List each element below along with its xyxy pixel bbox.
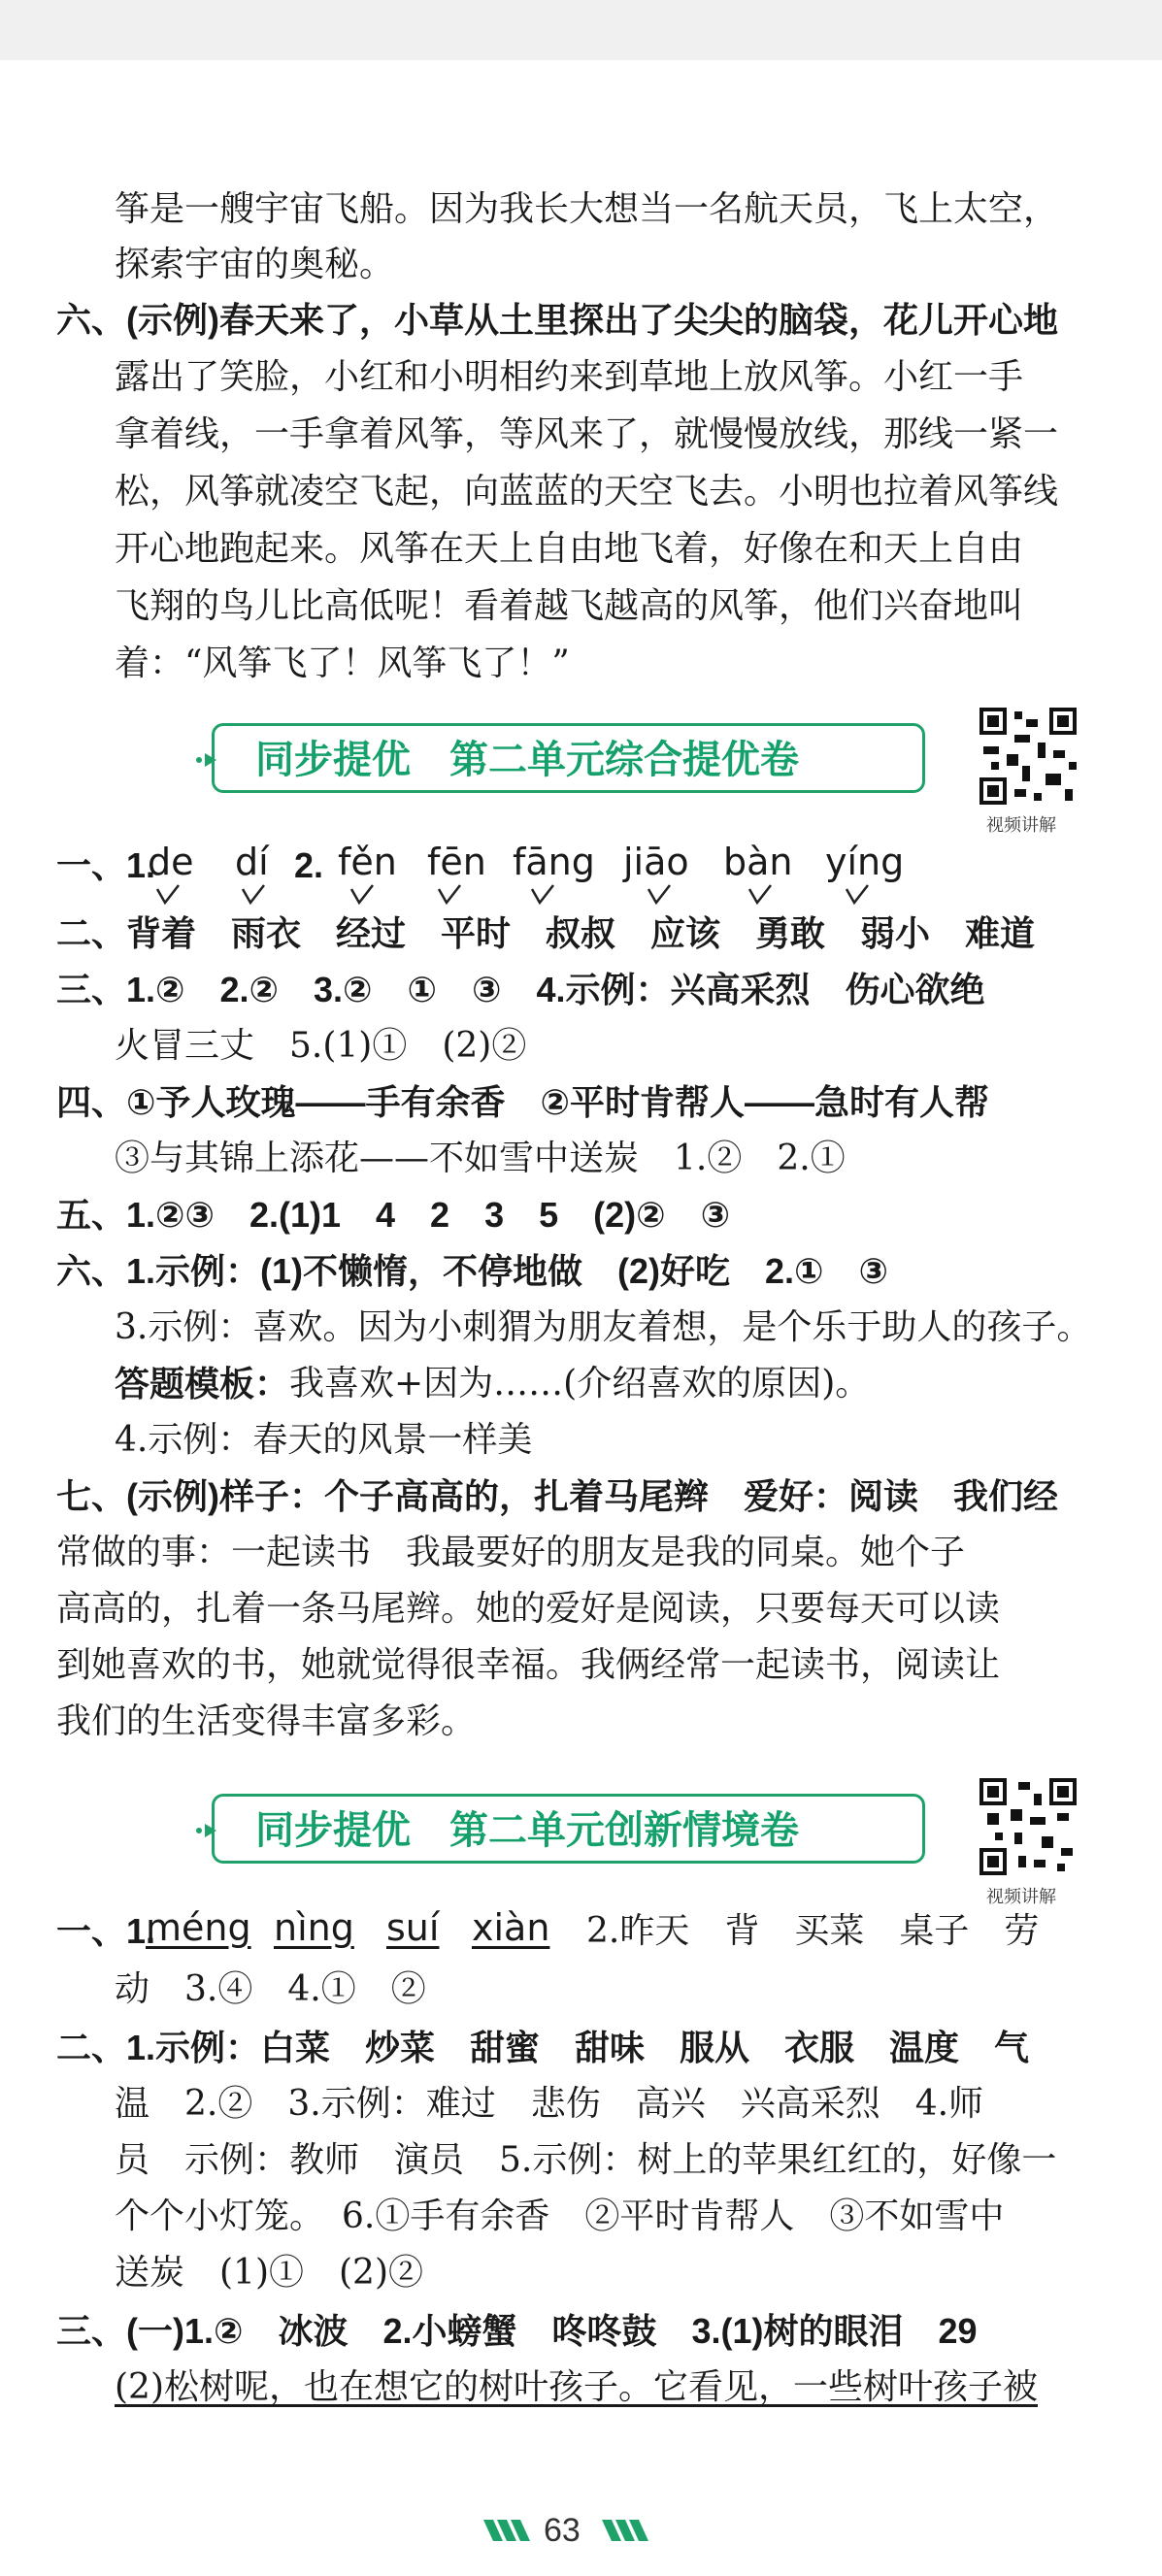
answer-line: 六、1.示例：(1)不懒惰，不停地做 (2)好吃 2.① ③ xyxy=(56,1251,889,1291)
answer-line: 送炭 (1)① (2)② xyxy=(115,2253,423,2293)
answer-line: 三、(一)1.② 冰波 2.小螃蟹 咚咚鼓 3.(1)树的眼泪 29 xyxy=(56,2311,978,2351)
answer-line: 四、①予人玫瑰——手有余香 ②平时肯帮人——急时有人帮 xyxy=(56,1082,989,1122)
answer-line: 动 3.④ 4.① ② xyxy=(115,1969,426,2009)
answer-line: 个个小灯笼。 6.①手有余香 ②平时肯帮人 ③不如雪中 xyxy=(115,2196,1005,2236)
decor-stripes-right xyxy=(594,2516,652,2545)
answer-line: 4.示例：春天的风景一样美 xyxy=(115,1420,533,1460)
arrow-icon xyxy=(193,1816,222,1845)
text-line: 筝是一艘宇宙飞船。因为我长大想当一名航天员，飞上太空， xyxy=(115,189,1059,229)
pinyin: suí xyxy=(386,1906,440,1949)
pinyin: xiàn xyxy=(472,1906,550,1949)
pinyin: de xyxy=(148,841,194,883)
decor-stripes-left xyxy=(476,2516,534,2545)
answer-line: 三、1.② 2.② 3.② ① ③ 4.示例：兴高采烈 伤心欲绝 xyxy=(56,970,985,1009)
answer-line: 五、1.②③ 2.(1)1 4 2 3 5 (2)② ③ xyxy=(56,1195,731,1235)
answer-line: 高高的，扎着一条马尾辫。她的爱好是阅读，只要每天可以读 xyxy=(56,1589,1001,1629)
pinyin: yíng xyxy=(825,841,905,883)
qr-code-icon[interactable] xyxy=(976,1774,1080,1879)
text-line: 六、(示例)春天来了，小草从土里探出了尖尖的脑袋，花儿开心地 xyxy=(56,300,1058,340)
text-line: 探索宇宙的奥秘。 xyxy=(115,245,395,284)
pinyin: nìng xyxy=(274,1906,354,1949)
section-banner xyxy=(212,723,925,793)
text-line: 开心地跑起来。风筝在天上自由地飞着，好像在和天上自由 xyxy=(115,529,1024,569)
question-label: 一、1. xyxy=(56,1911,156,1951)
pinyin: fěn xyxy=(338,841,397,883)
text-line: 拿着线，一手拿着风筝，等风来了，就慢慢放线，那线一紧一 xyxy=(115,414,1059,454)
answer-line: 3.示例：喜欢。因为小刺猬为朋友着想，是个乐于助人的孩子。 xyxy=(115,1307,1092,1347)
pinyin: méng xyxy=(146,1906,251,1949)
pinyin: fāng xyxy=(513,841,595,883)
answer-line: 我喜欢+因为……(介绍喜欢的原因)。 xyxy=(289,1364,871,1404)
qr-code-icon[interactable] xyxy=(976,704,1080,809)
answer-line: (2)松树呢，也在想它的树叶孩子。它看见，一些树叶孩子被 xyxy=(115,2367,1038,2407)
page-number: 63 xyxy=(544,2512,581,2549)
text-line: 露出了笑脸，小红和小明相约来到草地上放风筝。小红一手 xyxy=(115,357,1024,397)
answer-line: 二、背着 雨衣 经过 平时 叔叔 应该 勇敢 弱小 难道 xyxy=(56,913,1036,953)
template-label: 答题模板： xyxy=(115,1364,290,1404)
answer-line: 七、(示例)样子：个子高高的，扎着马尾辫 爱好：阅读 我们经 xyxy=(56,1476,1058,1516)
text-line: 飞翔的鸟儿比高低呢！看着越飞越高的风筝，他们兴奋地叫 xyxy=(115,586,1024,626)
question-label: 一、1. xyxy=(56,845,156,885)
pinyin: fēn xyxy=(427,841,486,883)
pinyin: dí xyxy=(235,841,269,883)
question-label: 2. xyxy=(294,845,324,885)
pinyin: jiāo xyxy=(623,841,689,883)
qr-label: 视频讲解 xyxy=(986,1887,1056,1907)
text-line: 松，风筝就凌空飞起，向蓝蓝的天空飞去。小明也拉着风筝线 xyxy=(115,472,1059,512)
answer-line: 温 2.② 3.示例：难过 悲伤 高兴 兴高采烈 4.师 xyxy=(115,2084,984,2124)
answer-line: 2.昨天 背 买菜 桌子 劳 xyxy=(586,1911,1040,1951)
answer-line: 员 示例：教师 演员 5.示例：树上的苹果红红的，好像一 xyxy=(115,2140,1057,2180)
answer-line: 火冒三丈 5.(1)① (2)② xyxy=(115,1026,527,1066)
banner-title: 同步提优 第二单元综合提优卷 xyxy=(255,738,799,782)
banner-title: 同步提优 第二单元创新情境卷 xyxy=(255,1808,799,1853)
text-line: 着：“风筝飞了！风筝飞了！” xyxy=(115,644,570,683)
pinyin: bàn xyxy=(723,841,793,883)
answer-line: ③与其锦上添花——不如雪中送炭 1.② 2.① xyxy=(115,1139,846,1178)
arrow-icon xyxy=(193,745,222,775)
answer-line: 常做的事：一起读书 我最要好的朋友是我的同桌。她个子 xyxy=(56,1533,966,1572)
answer-line: 二、1.示例：白菜 炒菜 甜蜜 甜味 服从 衣服 温度 气 xyxy=(56,2028,1030,2067)
section-banner xyxy=(212,1794,925,1864)
answer-line: 我们的生活变得丰富多彩。 xyxy=(56,1701,477,1741)
qr-label: 视频讲解 xyxy=(986,815,1056,836)
answer-line: 到她喜欢的书，她就觉得很幸福。我俩经常一起读书，阅读让 xyxy=(56,1645,1001,1685)
